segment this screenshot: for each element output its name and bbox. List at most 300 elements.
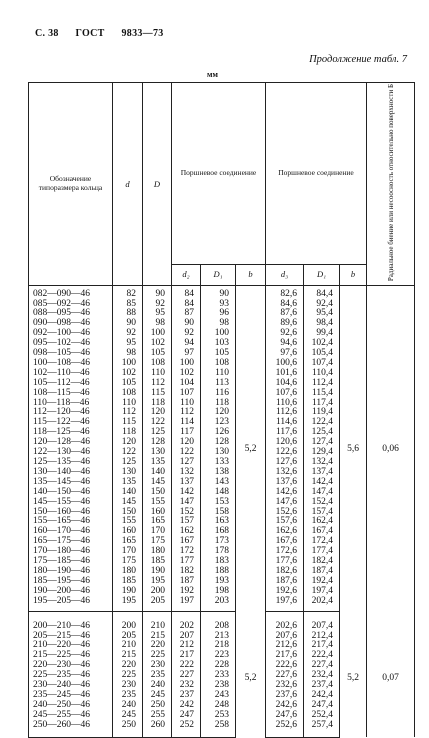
designation-cell: 110—118—46 xyxy=(29,399,113,409)
designation-cell: 200—210—46 xyxy=(29,611,113,631)
D1-piston-cell: 117,4 xyxy=(304,399,340,409)
D-cell: 235 xyxy=(143,671,172,681)
D-cell: 98 xyxy=(143,319,172,329)
D-cell: 150 xyxy=(143,488,172,498)
D1-cell: 133 xyxy=(201,458,236,468)
b-cell: 5,2 xyxy=(236,285,266,611)
D-cell: 95 xyxy=(143,309,172,319)
b-header: b xyxy=(236,264,266,285)
d-cell: 95 xyxy=(113,339,143,349)
D1-cell: 173 xyxy=(201,537,236,547)
D1-piston-cell: 162,4 xyxy=(304,517,340,527)
D-cell: 215 xyxy=(143,632,172,642)
D-cell: 175 xyxy=(143,537,172,547)
D-cell: 210 xyxy=(143,611,172,631)
designation-header: Обозначение типоразмера кольца xyxy=(29,83,113,286)
d-cell: 185 xyxy=(113,577,143,587)
designation-cell: 120—128—46 xyxy=(29,438,113,448)
d-cell: 130 xyxy=(113,468,143,478)
d-cell: 245 xyxy=(113,711,143,721)
d3-cell: 137,6 xyxy=(266,478,304,488)
d3-cell: 100,6 xyxy=(266,359,304,369)
D-cell: 110 xyxy=(143,369,172,379)
d3-cell: 117,6 xyxy=(266,428,304,438)
D1-piston-cell: 137,4 xyxy=(304,468,340,478)
d2-cell: 122 xyxy=(172,448,201,458)
D-cell: 100 xyxy=(143,329,172,339)
d2-cell: 84 xyxy=(172,300,201,310)
d-cell: 100 xyxy=(113,359,143,369)
D1-piston-cell: 142,4 xyxy=(304,478,340,488)
d3-cell: 94,6 xyxy=(266,339,304,349)
designation-cell: 180—190—46 xyxy=(29,567,113,577)
D1-piston-cell: 192,4 xyxy=(304,577,340,587)
d3-cell: 152,6 xyxy=(266,508,304,518)
d2-cell: 92 xyxy=(172,329,201,339)
designation-cell: 155—165—46 xyxy=(29,517,113,527)
designation-cell: 250—260—46 xyxy=(29,721,113,737)
d-cell: 220 xyxy=(113,661,143,671)
d3-cell: 182,6 xyxy=(266,567,304,577)
D1-piston-cell: 227,4 xyxy=(304,661,340,671)
designation-cell: 092—100—46 xyxy=(29,329,113,339)
d-cell: 145 xyxy=(113,498,143,508)
d2-cell: 197 xyxy=(172,597,201,611)
d2-cell: 117 xyxy=(172,428,201,438)
designation-cell: 210—220—46 xyxy=(29,641,113,651)
d3-cell: 82,6 xyxy=(266,285,304,299)
d3-cell: 142,6 xyxy=(266,488,304,498)
D-cell: 92 xyxy=(143,300,172,310)
D-cell: 230 xyxy=(143,661,172,671)
D-header: D xyxy=(143,83,172,286)
d2-cell: 242 xyxy=(172,701,201,711)
D-cell: 180 xyxy=(143,547,172,557)
d-cell: 122 xyxy=(113,448,143,458)
d-cell: 85 xyxy=(113,300,143,310)
D1-piston-cell: 122,4 xyxy=(304,418,340,428)
D1-cell: 103 xyxy=(201,339,236,349)
D1-cell: 158 xyxy=(201,508,236,518)
page-header xyxy=(35,28,178,39)
D1-cell: 116 xyxy=(201,389,236,399)
d3-cell: 192,6 xyxy=(266,587,304,597)
d-cell: 90 xyxy=(113,319,143,329)
D-cell: 125 xyxy=(143,428,172,438)
D1-piston-cell: 125,4 xyxy=(304,428,340,438)
d2-cell: 167 xyxy=(172,537,201,547)
D-cell: 170 xyxy=(143,527,172,537)
d-cell: 195 xyxy=(113,597,143,611)
d2-cell: 97 xyxy=(172,349,201,359)
designation-cell: 205—215—46 xyxy=(29,632,113,642)
d2-cell: 147 xyxy=(172,498,201,508)
d2-cell: 84 xyxy=(172,285,201,299)
D-cell: 120 xyxy=(143,408,172,418)
d-cell: 210 xyxy=(113,641,143,651)
designation-cell: 145—155—46 xyxy=(29,498,113,508)
d-cell: 235 xyxy=(113,691,143,701)
D1-piston-cell: 252,4 xyxy=(304,711,340,721)
D1-cell: 193 xyxy=(201,577,236,587)
table-row xyxy=(29,611,415,631)
D1-cell: 118 xyxy=(201,399,236,409)
designation-cell: 150—160—46 xyxy=(29,508,113,518)
table-group-2 xyxy=(29,611,415,737)
D1-piston-header: D₁ xyxy=(304,264,340,285)
d-cell: 125 xyxy=(113,458,143,468)
D1-cell: 243 xyxy=(201,691,236,701)
standard-label: ГОСТ xyxy=(75,28,105,39)
designation-cell: 112—120—46 xyxy=(29,408,113,418)
b-piston-cell: 5,6 xyxy=(340,285,367,611)
D-cell: 102 xyxy=(143,339,172,349)
d-cell: 190 xyxy=(113,587,143,597)
D-cell: 135 xyxy=(143,458,172,468)
D1-cell: 123 xyxy=(201,418,236,428)
d-cell: 230 xyxy=(113,681,143,691)
d2-cell: 107 xyxy=(172,389,201,399)
designation-cell: 215—225—46 xyxy=(29,651,113,661)
page-number: С. 38 xyxy=(35,28,59,39)
d2-cell: 94 xyxy=(172,339,201,349)
D1-cell: 148 xyxy=(201,488,236,498)
D1-cell: 108 xyxy=(201,359,236,369)
D1-piston-cell: 132,4 xyxy=(304,458,340,468)
D1-piston-cell: 147,4 xyxy=(304,488,340,498)
D-cell: 165 xyxy=(143,517,172,527)
designation-cell: 088—095—46 xyxy=(29,309,113,319)
designation-cell: 225—235—46 xyxy=(29,671,113,681)
runout-header-text: Радиальное биение или несоосность относительно поверхности Б xyxy=(386,84,395,282)
d-header: d xyxy=(113,83,143,286)
d2-cell: 227 xyxy=(172,671,201,681)
d2-cell: 102 xyxy=(172,369,201,379)
D1-piston-cell: 217,4 xyxy=(304,641,340,651)
d2-cell: 152 xyxy=(172,508,201,518)
designation-cell: 108—115—46 xyxy=(29,389,113,399)
d3-cell: 92,6 xyxy=(266,329,304,339)
D1-piston-cell: 129,4 xyxy=(304,448,340,458)
designation-cell: 122—130—46 xyxy=(29,448,113,458)
d3-cell: 112,6 xyxy=(266,408,304,418)
d-cell: 92 xyxy=(113,329,143,339)
d2-cell: 252 xyxy=(172,721,201,737)
designation-cell: 082—090—46 xyxy=(29,285,113,299)
D1-cell: 238 xyxy=(201,681,236,691)
d3-cell: 172,6 xyxy=(266,547,304,557)
designation-cell: 165—175—46 xyxy=(29,537,113,547)
designation-cell: 090—098—46 xyxy=(29,319,113,329)
d2-cell: 187 xyxy=(172,577,201,587)
d2-cell: 112 xyxy=(172,408,201,418)
d2-cell: 132 xyxy=(172,468,201,478)
d-cell: 180 xyxy=(113,567,143,577)
D1-cell: 98 xyxy=(201,319,236,329)
d2-cell: 212 xyxy=(172,641,201,651)
D1-cell: 233 xyxy=(201,671,236,681)
D1-cell: 203 xyxy=(201,597,236,611)
b-cell: 5,2 xyxy=(236,611,266,737)
d2-cell: 182 xyxy=(172,567,201,577)
designation-cell: 085—092—46 xyxy=(29,300,113,310)
D-cell: 225 xyxy=(143,651,172,661)
d-cell: 105 xyxy=(113,379,143,389)
D1-piston-cell: 167,4 xyxy=(304,527,340,537)
d-cell: 135 xyxy=(113,478,143,488)
d2-cell: 237 xyxy=(172,691,201,701)
D1-piston-cell: 119,4 xyxy=(304,408,340,418)
d3-cell: 127,6 xyxy=(266,458,304,468)
designation-cell: 095—102—46 xyxy=(29,339,113,349)
d-cell: 108 xyxy=(113,389,143,399)
runout-header xyxy=(367,83,415,286)
D1-cell: 178 xyxy=(201,547,236,557)
D1-cell: 218 xyxy=(201,641,236,651)
D1-piston-cell: 207,4 xyxy=(304,611,340,631)
d-cell: 98 xyxy=(113,349,143,359)
D1-piston-cell: 98,4 xyxy=(304,319,340,329)
d-cell: 155 xyxy=(113,517,143,527)
D1-piston-cell: 172,4 xyxy=(304,537,340,547)
d-cell: 160 xyxy=(113,527,143,537)
d-cell: 205 xyxy=(113,632,143,642)
d-cell: 175 xyxy=(113,557,143,567)
D-cell: 140 xyxy=(143,468,172,478)
D1-piston-cell: 182,4 xyxy=(304,557,340,567)
D-cell: 118 xyxy=(143,399,172,409)
D-cell: 220 xyxy=(143,641,172,651)
D1-cell: 228 xyxy=(201,661,236,671)
designation-cell: 240—250—46 xyxy=(29,701,113,711)
D1-piston-cell: 84,4 xyxy=(304,285,340,299)
d3-cell: 232,6 xyxy=(266,681,304,691)
D1-cell: 153 xyxy=(201,498,236,508)
d3-cell: 217,6 xyxy=(266,651,304,661)
D1-cell: 183 xyxy=(201,557,236,567)
D1-piston-cell: 187,4 xyxy=(304,567,340,577)
D1-piston-cell: 197,4 xyxy=(304,587,340,597)
D-cell: 130 xyxy=(143,448,172,458)
d2-cell: 127 xyxy=(172,458,201,468)
D-cell: 260 xyxy=(143,721,172,737)
d2-cell: 142 xyxy=(172,488,201,498)
unit-label: мм xyxy=(207,70,218,79)
D1-piston-cell: 95,4 xyxy=(304,309,340,319)
D1-piston-cell: 115,4 xyxy=(304,389,340,399)
d3-cell: 162,6 xyxy=(266,527,304,537)
d-cell: 140 xyxy=(113,488,143,498)
designation-cell: 160—170—46 xyxy=(29,527,113,537)
D1-piston-cell: 177,4 xyxy=(304,547,340,557)
d3-cell: 252,6 xyxy=(266,721,304,737)
D1-piston-cell: 107,4 xyxy=(304,359,340,369)
d3-cell: 110,6 xyxy=(266,399,304,409)
d3-cell: 247,6 xyxy=(266,711,304,721)
d2-cell: 202 xyxy=(172,611,201,631)
d3-cell: 207,6 xyxy=(266,632,304,642)
d3-cell: 114,6 xyxy=(266,418,304,428)
table-row xyxy=(29,285,415,299)
designation-cell: 175—185—46 xyxy=(29,557,113,567)
D-cell: 195 xyxy=(143,577,172,587)
designation-cell: 140—150—46 xyxy=(29,488,113,498)
designation-cell: 125—135—46 xyxy=(29,458,113,468)
D1-piston-cell: 257,4 xyxy=(304,721,340,737)
D-cell: 105 xyxy=(143,349,172,359)
D1-cell: 110 xyxy=(201,369,236,379)
d2-cell: 114 xyxy=(172,418,201,428)
D1-cell: 100 xyxy=(201,329,236,339)
piston-connection-header: Поршневое соединение xyxy=(266,83,367,265)
d3-cell: 237,6 xyxy=(266,691,304,701)
D1-cell: 126 xyxy=(201,428,236,438)
d-cell: 120 xyxy=(113,438,143,448)
d2-cell: 90 xyxy=(172,319,201,329)
D1-cell: 113 xyxy=(201,379,236,389)
d2-cell: 137 xyxy=(172,478,201,488)
b-piston-header: b xyxy=(340,264,367,285)
D1-cell: 208 xyxy=(201,611,236,631)
ring-size-table xyxy=(28,82,415,738)
runout-cell: 0,06 xyxy=(367,285,415,611)
d2-cell: 222 xyxy=(172,661,201,671)
designation-cell: 185—195—46 xyxy=(29,577,113,587)
d-cell: 112 xyxy=(113,408,143,418)
d-cell: 150 xyxy=(113,508,143,518)
d2-cell: 207 xyxy=(172,632,201,642)
D1-piston-cell: 222,4 xyxy=(304,651,340,661)
d-cell: 200 xyxy=(113,611,143,631)
d-cell: 118 xyxy=(113,428,143,438)
D-cell: 190 xyxy=(143,567,172,577)
d3-cell: 202,6 xyxy=(266,611,304,631)
rod-connection-header: Поршневое соединение xyxy=(172,83,266,265)
D1-piston-cell: 157,4 xyxy=(304,508,340,518)
D1-piston-cell: 242,4 xyxy=(304,691,340,701)
D1-cell: 223 xyxy=(201,651,236,661)
d3-cell: 107,6 xyxy=(266,389,304,399)
designation-cell: 195—205—46 xyxy=(29,597,113,611)
designation-cell: 235—245—46 xyxy=(29,691,113,701)
D1-cell: 130 xyxy=(201,448,236,458)
d2-header: d₂ xyxy=(172,264,201,285)
d3-cell: 104,6 xyxy=(266,379,304,389)
D1-piston-cell: 99,4 xyxy=(304,329,340,339)
designation-cell: 115—122—46 xyxy=(29,418,113,428)
D-cell: 255 xyxy=(143,711,172,721)
d3-cell: 89,6 xyxy=(266,319,304,329)
D1-cell: 90 xyxy=(201,285,236,299)
D-cell: 90 xyxy=(143,285,172,299)
D1-cell: 258 xyxy=(201,721,236,737)
d3-header: d₃ xyxy=(266,264,304,285)
d2-cell: 157 xyxy=(172,517,201,527)
D1-piston-cell: 152,4 xyxy=(304,498,340,508)
D1-piston-cell: 212,4 xyxy=(304,632,340,642)
D1-cell: 198 xyxy=(201,587,236,597)
designation-cell: 105—112—46 xyxy=(29,379,113,389)
D1-piston-cell: 112,4 xyxy=(304,379,340,389)
D1-cell: 163 xyxy=(201,517,236,527)
D1-piston-cell: 102,4 xyxy=(304,339,340,349)
D-cell: 160 xyxy=(143,508,172,518)
designation-cell: 190—200—46 xyxy=(29,587,113,597)
designation-cell: 130—140—46 xyxy=(29,468,113,478)
D1-cell: 188 xyxy=(201,567,236,577)
D1-cell: 253 xyxy=(201,711,236,721)
d3-cell: 122,6 xyxy=(266,448,304,458)
D1-piston-cell: 202,4 xyxy=(304,597,340,611)
runout-cell: 0,07 xyxy=(367,611,415,737)
d-cell: 165 xyxy=(113,537,143,547)
D1-cell: 138 xyxy=(201,468,236,478)
D1-piston-cell: 232,4 xyxy=(304,671,340,681)
d-cell: 110 xyxy=(113,399,143,409)
D1-cell: 105 xyxy=(201,349,236,359)
d3-cell: 222,6 xyxy=(266,661,304,671)
designation-cell: 230—240—46 xyxy=(29,681,113,691)
d3-cell: 101,6 xyxy=(266,369,304,379)
d2-cell: 120 xyxy=(172,438,201,448)
designation-cell: 102—110—46 xyxy=(29,369,113,379)
designation-cell: 100—108—46 xyxy=(29,359,113,369)
table-group-1 xyxy=(29,285,415,611)
D1-piston-cell: 92,4 xyxy=(304,300,340,310)
continuation-caption: Продолжение табл. 7 xyxy=(309,54,407,65)
designation-cell: 135—145—46 xyxy=(29,478,113,488)
designation-cell: 220—230—46 xyxy=(29,661,113,671)
d3-cell: 84,6 xyxy=(266,300,304,310)
D1-piston-cell: 247,4 xyxy=(304,701,340,711)
D1-cell: 168 xyxy=(201,527,236,537)
d3-cell: 97,6 xyxy=(266,349,304,359)
D-cell: 112 xyxy=(143,379,172,389)
d3-cell: 132,6 xyxy=(266,468,304,478)
d2-cell: 104 xyxy=(172,379,201,389)
d2-cell: 100 xyxy=(172,359,201,369)
d-cell: 225 xyxy=(113,671,143,681)
d2-cell: 87 xyxy=(172,309,201,319)
D1-cell: 248 xyxy=(201,701,236,711)
designation-cell: 170—180—46 xyxy=(29,547,113,557)
D1-cell: 213 xyxy=(201,632,236,642)
D-cell: 250 xyxy=(143,701,172,711)
d3-cell: 120,6 xyxy=(266,438,304,448)
d2-cell: 217 xyxy=(172,651,201,661)
d3-cell: 242,6 xyxy=(266,701,304,711)
D1-header: D₁ xyxy=(201,264,236,285)
D-cell: 128 xyxy=(143,438,172,448)
b-piston-cell: 5,2 xyxy=(340,611,367,737)
d3-cell: 197,6 xyxy=(266,597,304,611)
d2-cell: 172 xyxy=(172,547,201,557)
D1-piston-cell: 237,4 xyxy=(304,681,340,691)
D1-cell: 96 xyxy=(201,309,236,319)
D1-piston-cell: 105,4 xyxy=(304,349,340,359)
designation-cell: 098—105—46 xyxy=(29,349,113,359)
D1-cell: 120 xyxy=(201,408,236,418)
d-cell: 215 xyxy=(113,651,143,661)
d2-cell: 177 xyxy=(172,557,201,567)
D1-cell: 143 xyxy=(201,478,236,488)
d-cell: 115 xyxy=(113,418,143,428)
d3-cell: 147,6 xyxy=(266,498,304,508)
d2-cell: 192 xyxy=(172,587,201,597)
D1-piston-cell: 127,4 xyxy=(304,438,340,448)
D1-cell: 93 xyxy=(201,300,236,310)
d-cell: 240 xyxy=(113,701,143,711)
